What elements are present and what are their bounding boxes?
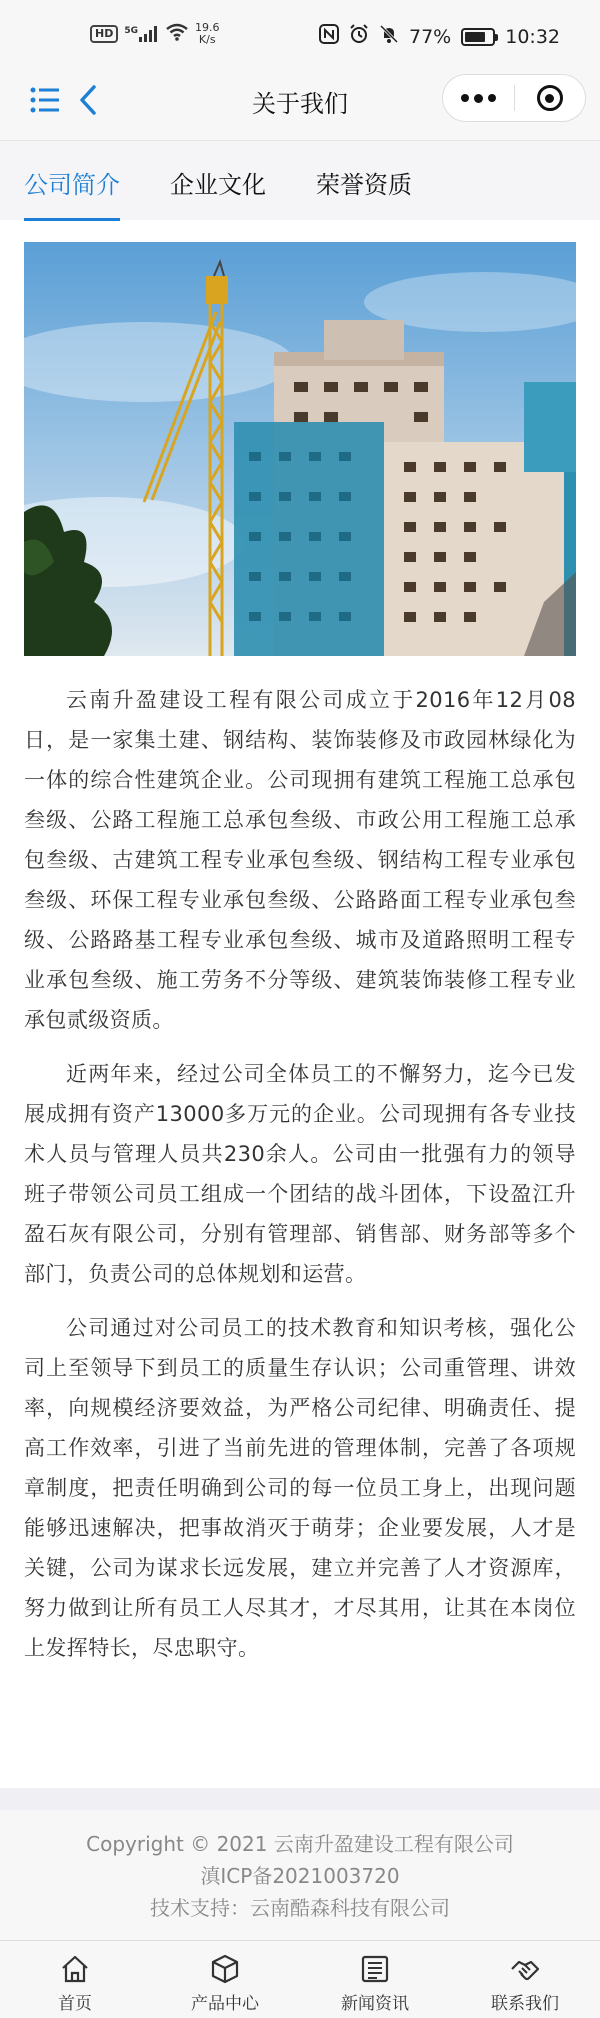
- tabbar-item-news[interactable]: 新闻资讯: [300, 1941, 450, 2018]
- handshake-icon: [509, 1953, 541, 1985]
- category-tabs: [0, 140, 600, 220]
- news-icon: [359, 1953, 391, 1985]
- company-profile-article: [24, 680, 576, 1682]
- nfc-icon: [319, 24, 339, 49]
- tech-support-text: 技术支持：云南酷森科技有限公司: [150, 1896, 450, 1920]
- signal-icon: 5G: [124, 26, 159, 42]
- target-icon: [537, 85, 563, 111]
- cube-icon: [209, 1953, 241, 1985]
- more-dot-icon: [474, 94, 483, 103]
- hd-badge: HD: [90, 25, 118, 43]
- tabbar-item-home[interactable]: 首页: [0, 1941, 150, 2018]
- more-dot-icon: [488, 94, 496, 102]
- close-miniprogram-button[interactable]: [515, 75, 586, 121]
- article-paragraph: 近两年来，经过公司全体员工的不懈努力，迄今已发展成拥有资产13000多万元的企业。公司现拥有各专业技术人员与管理人员共230余人。公司由一批强有力的领导班子带领公司员工组成一个团结的战斗团体，下设盈江升盈石灰有限公司，分别有管理部、销售部、财务部等多个部门，负责公司的总体规划和运营。: [24, 1062, 576, 1286]
- article-paragraph: 云南升盈建设工程有限公司成立于2016年12月08日，是一家集土建、钢结构、装饰装修及市政园林绿化为一体的综合性建筑企业。公司现拥有建筑工程施工总承包叁级、公路工程施工总承包叁级、市政公用工程施工总承包叁级、古建筑工程专业承包叁级、钢结构工程专业承包叁级、环保工程专业承包叁级、公路路面工程专业承包叁级、公路路基工程专业承包叁级、城市及道路照明工程专业承包叁级、施工劳务不分等级、建筑装饰装修工程专业承包贰级资质。: [24, 688, 576, 1032]
- net-speed: 19.6 K/s: [195, 21, 220, 46]
- clock: 10:32: [505, 25, 560, 48]
- tabbar-item-contact[interactable]: 联系我们: [450, 1941, 600, 2018]
- icp-number[interactable]: 滇ICP备2021003720: [200, 1864, 400, 1888]
- battery-level: [465, 32, 485, 42]
- wifi-icon: [165, 23, 189, 45]
- active-tab-indicator: [24, 218, 120, 221]
- more-button[interactable]: [443, 75, 514, 121]
- battery-icon: [461, 28, 495, 46]
- tab-company-profile[interactable]: 公司简介: [24, 165, 120, 221]
- tabbar-item-products[interactable]: 产品中心: [150, 1941, 300, 2018]
- battery-percent: 77%: [409, 25, 452, 48]
- more-dot-icon: [461, 94, 469, 102]
- site-footer: [0, 1810, 600, 1940]
- construction-building-image: [24, 242, 576, 656]
- alarm-icon: [349, 24, 369, 49]
- bottom-tab-bar: [0, 1940, 600, 2018]
- mute-icon: [379, 24, 399, 49]
- miniprogram-capsule: [442, 74, 586, 122]
- tab-corporate-culture[interactable]: 企业文化: [170, 171, 266, 199]
- section-divider: [0, 1788, 600, 1810]
- copyright-text: Copyright © 2021 云南升盈建设工程有限公司: [86, 1832, 514, 1856]
- page-title: 关于我们: [252, 90, 348, 118]
- tab-honors-qualifications[interactable]: 荣誉资质: [316, 171, 412, 199]
- home-icon: [59, 1953, 91, 1985]
- nav-bar: [0, 60, 600, 140]
- article-paragraph: 公司通过对公司员工的技术教育和知识考核，强化公司上至领导下到员工的质量生存认识；公司重管理、讲效率，向规模经济要效益，为严格公司纪律、明确责任、提高工作效率，引进了当前先进的管理体制，完善了各项规章制度，把责任明确到公司的每一位员工身上，出现问题能够迅速解决，把事故消灭于萌芽；企业要发展，人才是关键，公司为谋求长远发展，建立并完善了人才资源库，努力做到让所有员工人尽其才，才尽其用，让其在本岗位上发挥特长，尽忠职守。: [24, 1316, 576, 1660]
